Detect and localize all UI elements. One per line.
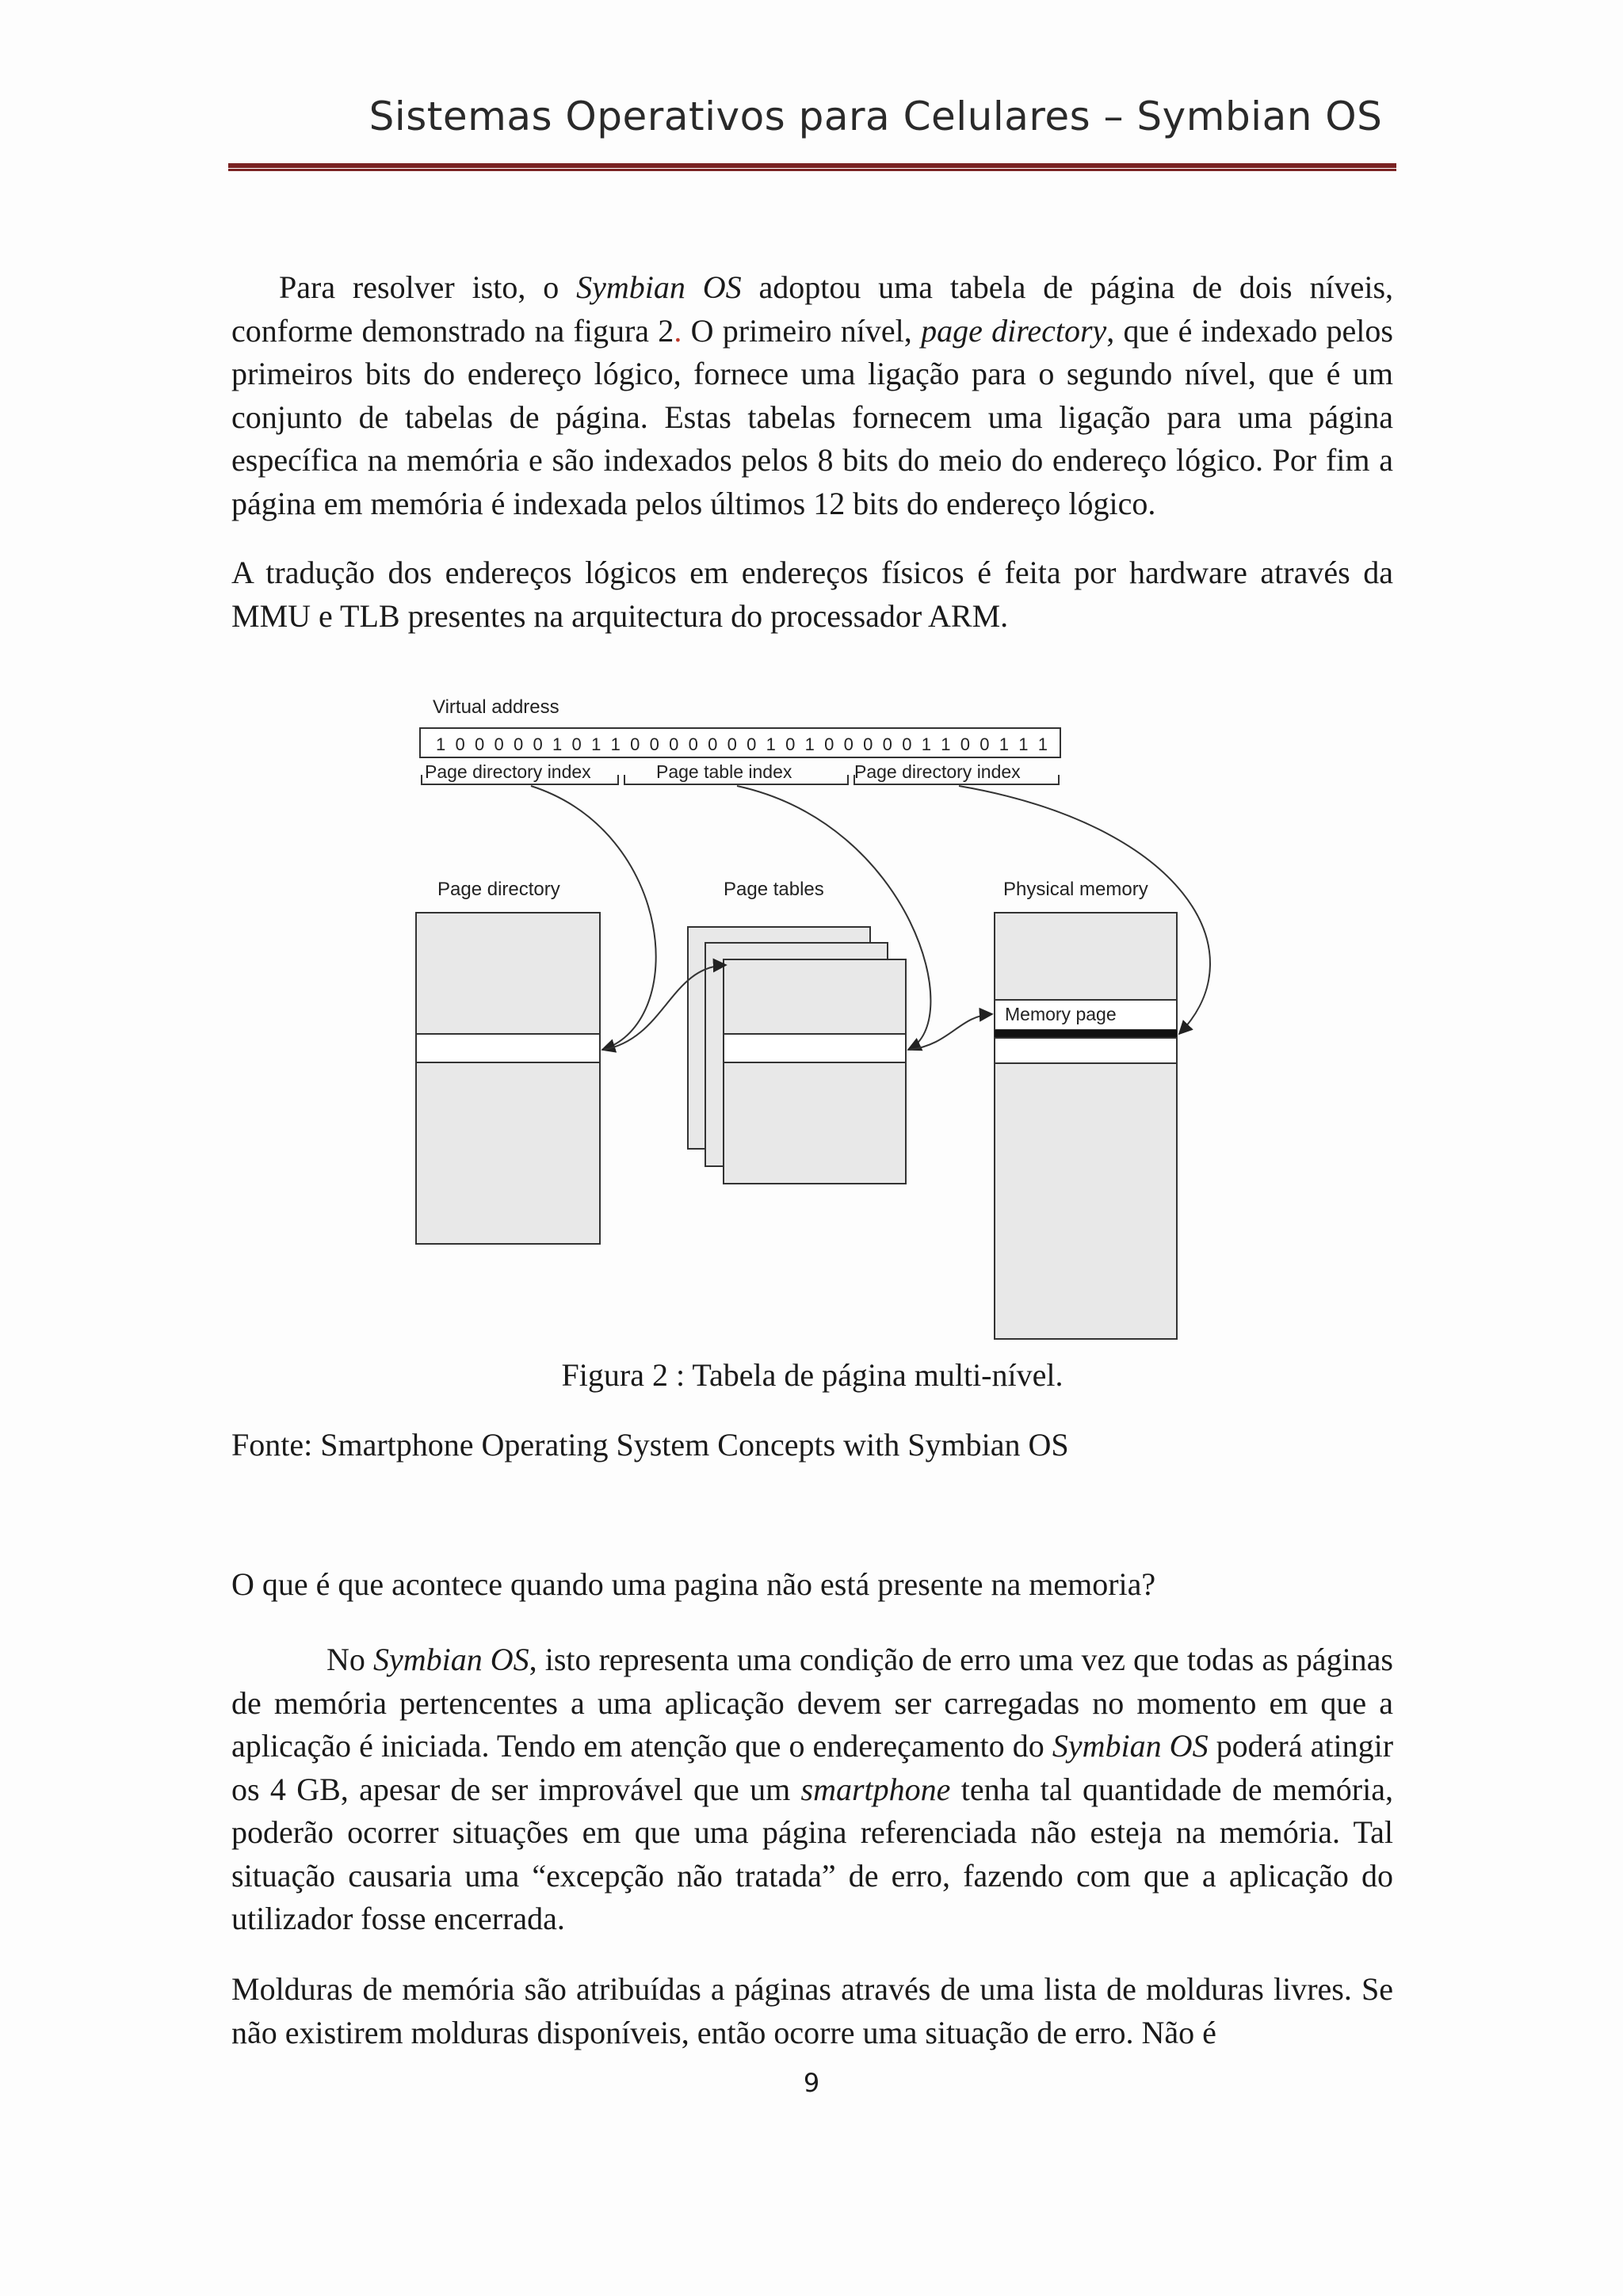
label-page-directory-index: Page directory index <box>425 761 591 782</box>
header-rule <box>228 163 1396 171</box>
page-directory-entry <box>416 1034 600 1062</box>
page-table-front <box>724 959 906 1184</box>
physical-memory-entry <box>995 1038 1177 1063</box>
memory-page-label: Memory page <box>1005 1004 1117 1024</box>
paragraph-3: No Symbian OS, isto representa uma condição de erro uma vez que todas as páginas de memória pertencentes a uma aplicação devem ser carregadas no momento em que a aplicação é iniciada. Tendo em atenção que o endereçamento do Symbian OS poderá atingir os 4 GB, apesar de ser improvável que um smartphone tenha tal quantidade de memória, poderão ocorrer situações em que uma página referenciada não esteja na memória. Tal situação causaria uma “excepção não tratada” de erro, fazendo com que a aplicação do utilizador fosse encerrada. <box>231 1642 1394 1936</box>
page-directory-box <box>416 913 600 1244</box>
virtual-address-label: Virtual address <box>433 696 559 718</box>
question-heading: O que é que acontece quando uma pagina não está presente na memoria? <box>231 1566 1156 1602</box>
paragraph-2: A tradução dos endereços lógicos em endereços físicos é feita por hardware através da MMU e TLB presentes na arquitectura do processador ARM. <box>231 555 1393 634</box>
virtual-address-bits: 1 0 0 0 0 0 1 0 1 1 0 0 0 0 0 0 0 1 0 1 0 0 0 0 0 1 1 0 0 1 1 1 <box>436 734 1048 754</box>
page-header-title: Sistemas Operativos para Celulares – Symbian OS <box>369 93 1383 139</box>
memory-word-marker <box>995 1030 1177 1038</box>
page-directory-label: Page directory <box>437 879 560 900</box>
label-offset-index: Page directory index <box>854 761 1021 782</box>
paragraph-1: Para resolver isto, o Symbian OS adoptou uma tabela de página de dois níveis, conforme demonstrado na figura 2. O primeiro nível, page directory, que é indexado pelos primeiros bits do endereço lógico, fornece uma ligação para o segundo nível, que é um conjunto de tabelas de página. Estas tabelas fornecem uma ligação para uma página específica na memória e são indexados pelos 8 bits do meio do endereço lógico. Por fim a página em memória é indexada pelos últimos 12 bits do endereço lógico. <box>231 269 1394 521</box>
paragraph-4: Molduras de memória são atribuídas a páginas através de uma lista de molduras livres. Se não existirem molduras disponíveis, então ocorre uma situação de erro. Não é <box>231 1971 1393 2050</box>
arrow-table-to-memory-page <box>910 1014 992 1050</box>
page-tables-label: Page tables <box>724 879 824 900</box>
physical-memory-box <box>995 913 1177 1339</box>
page-number: 9 <box>803 2068 820 2098</box>
physical-memory-label: Physical memory <box>1003 879 1148 900</box>
label-page-table-index: Page table index <box>656 761 792 782</box>
figure-caption: Figura 2 : Tabela de página multi-nível. <box>561 1357 1064 1393</box>
figure-source: Fonte: Smartphone Operating System Concepts with Symbian OS <box>231 1427 1069 1463</box>
page-table-entry <box>724 1034 906 1062</box>
figure-page-table <box>404 689 1244 1347</box>
